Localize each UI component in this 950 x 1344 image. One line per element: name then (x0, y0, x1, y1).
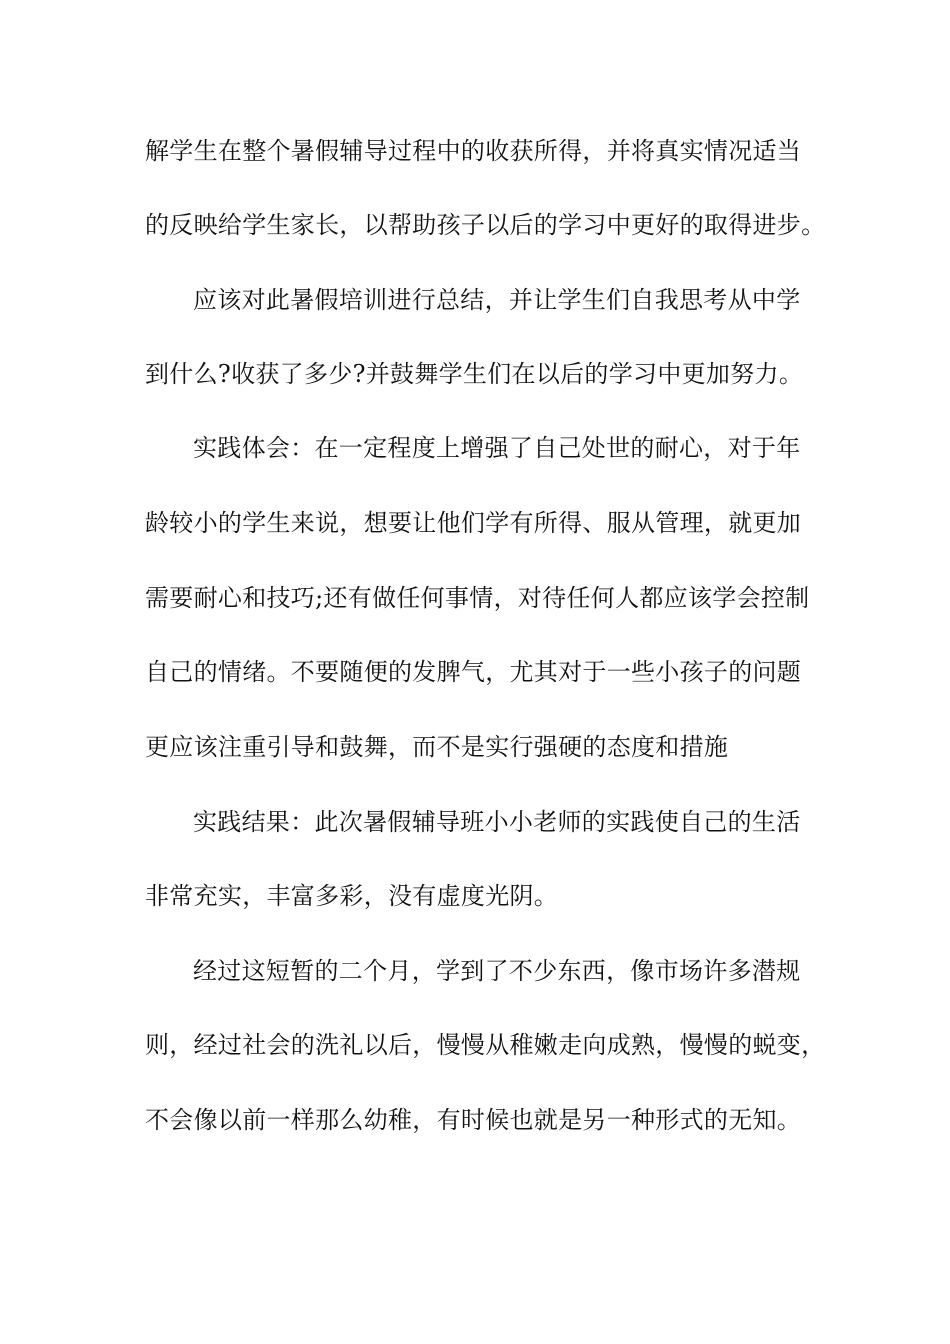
text-line: 则，经过社会的洗礼以后，慢慢从稚嫩走向成熟，慢慢的蜕变， (145, 1031, 826, 1059)
text-line: 经过这短暂的二个月，学到了不少东西，像市场许多潜规 (193, 957, 801, 985)
text-line: 龄较小的学生来说，想要让他们学有所得、服从管理，就更加 (145, 509, 802, 537)
text-line: 实践体会：在一定程度上增强了自己处世的耐心，对于年 (193, 434, 801, 462)
text-line: 更应该注重引导和鼓舞，而不是实行强硬的态度和措施 (145, 733, 729, 761)
text-line: 自己的情绪。不要随便的发脾气，尤其对于一些小孩子的问题 (145, 658, 802, 686)
text-line: 的反映给学生家长，以帮助孩子以后的学习中更好的取得进步。 (145, 211, 826, 239)
text-line: 不会像以前一样那么幼稚，有时候也就是另一种形式的无知。 (145, 1106, 802, 1134)
text-line: 解学生在整个暑假辅导过程中的收获所得，并将真实情况适当 (145, 137, 802, 165)
text-line: 非常充实，丰富多彩，没有虚度光阴。 (145, 882, 559, 910)
text-line: 应该对此暑假培训进行总结，并让学生们自我思考从中学 (193, 286, 801, 314)
text-line: 实践结果：此次暑假辅导班小小老师的实践使自己的生活 (193, 808, 801, 836)
text-line: 到什么?收获了多少?并鼓舞学生们在以后的学习中更加努力。 (145, 360, 804, 388)
text-line: 需要耐心和技巧;还有做任何事情，对待任何人都应该学会控制 (145, 584, 810, 612)
